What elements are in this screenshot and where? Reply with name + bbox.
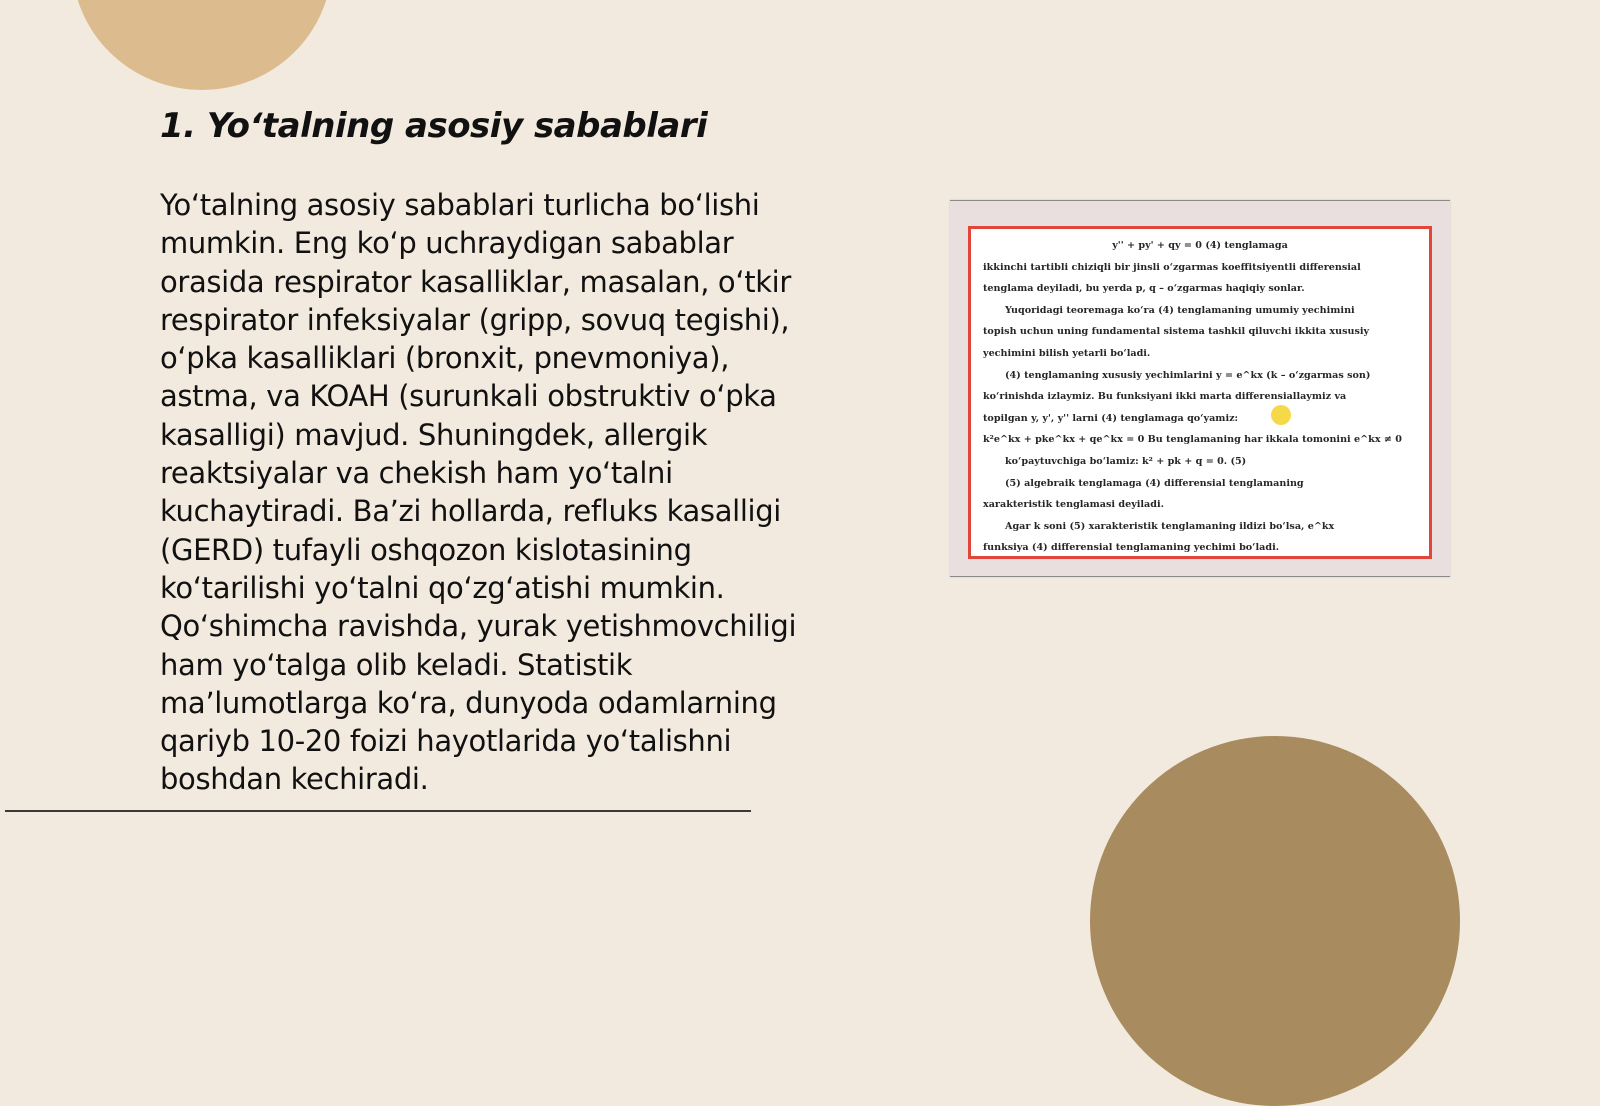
document-page: [968, 226, 1432, 559]
doc-line: tenglama deyiladi, bu yerda p, q – o‘zgarmas haqiqiy sonlar.: [983, 283, 1305, 295]
doc-line: ikkinchi tartibli chiziqli bir jinsli o‘zgarmas koeffitsiyentli differensial: [983, 261, 1361, 273]
doc-line: Agar k soni (5) xarakteristik tenglamaning ildizi bo‘lsa, e^kx: [1005, 520, 1335, 532]
doc-line: (5) algebraik tenglamaga (4) differensial tenglamaning: [1005, 477, 1304, 489]
divider-line: [5, 810, 751, 812]
document-image: [950, 200, 1450, 577]
doc-line: yechimini bilish yetarli bo‘ladi.: [983, 347, 1151, 359]
doc-line: y'' + py' + qy = 0 (4) tenglamaga: [1112, 240, 1288, 251]
slide-title: 1. Yo‘talning asosiy sabablari: [160, 106, 708, 146]
decorative-circle-bottom: [1090, 736, 1460, 1106]
doc-line: k²e^kx + pke^kx + qe^kx = 0 Bu tenglamaning har ikkala tomonini e^kx ≠ 0: [983, 434, 1402, 446]
doc-line: topilgan y, y', y'' larni (4) tenglamaga qo‘yamiz:: [983, 412, 1239, 424]
doc-line: funksiya (4) differensial tenglamaning yechimi bo‘ladi.: [983, 542, 1280, 554]
pointer-highlight-icon: [1271, 405, 1291, 425]
doc-line: (4) tenglamaning xususiy yechimlarini y = e^kx (k – o‘zgarmas son): [1005, 369, 1371, 381]
doc-line: ko‘rinishda izlaymiz. Bu funksiyani ikki marta differensiallaymiz va: [983, 391, 1347, 403]
doc-line: topish uchun uning fundamental sistema tashkil qiluvchi ikkita xususiy: [983, 326, 1370, 338]
doc-line: ko‘paytuvchiga bo‘lamiz: k² + pk + q = 0. (5): [1005, 455, 1247, 467]
doc-line: Yuqoridagi teoremaga ko‘ra (4) tenglamaning umumiy yechimini: [1005, 304, 1355, 316]
slide-body-text: Yo‘talning asosiy sabablari turlicha bo‘lishi mumkin. Eng ko‘p uchraydigan sabablar orasida respirator kasalliklar, masalan, o‘tkir respirator infeksiyalar (gripp, sovuq tegishi), o‘pka kasalliklari (bronxit, pnevmoniya), astma, va KOAH (surunkali obstruktiv o‘pka kasalligi) mavjud. Shuningdek, allergik reaktsiyalar va chekish ham yo‘talni kuchaytiradi. Ba’zi hollarda, refluks kasalligi (GERD) tufayli oshqozon kislotasining ko‘tarilishi yo‘talni qo‘zg‘atishi mumkin. Qo‘shimcha ravishda, yurak yetishmovchiligi ham yo‘talga olib keladi. Statistik ma’lumotlarga ko‘ra, dunyoda odamlarning qariyb 10-20 foizi hayotlarida yo‘talishni boshdan kechiradi.: [160, 188, 797, 797]
decorative-circle-top: [72, 0, 332, 90]
doc-line: xarakteristik tenglamasi deyiladi.: [983, 499, 1164, 511]
